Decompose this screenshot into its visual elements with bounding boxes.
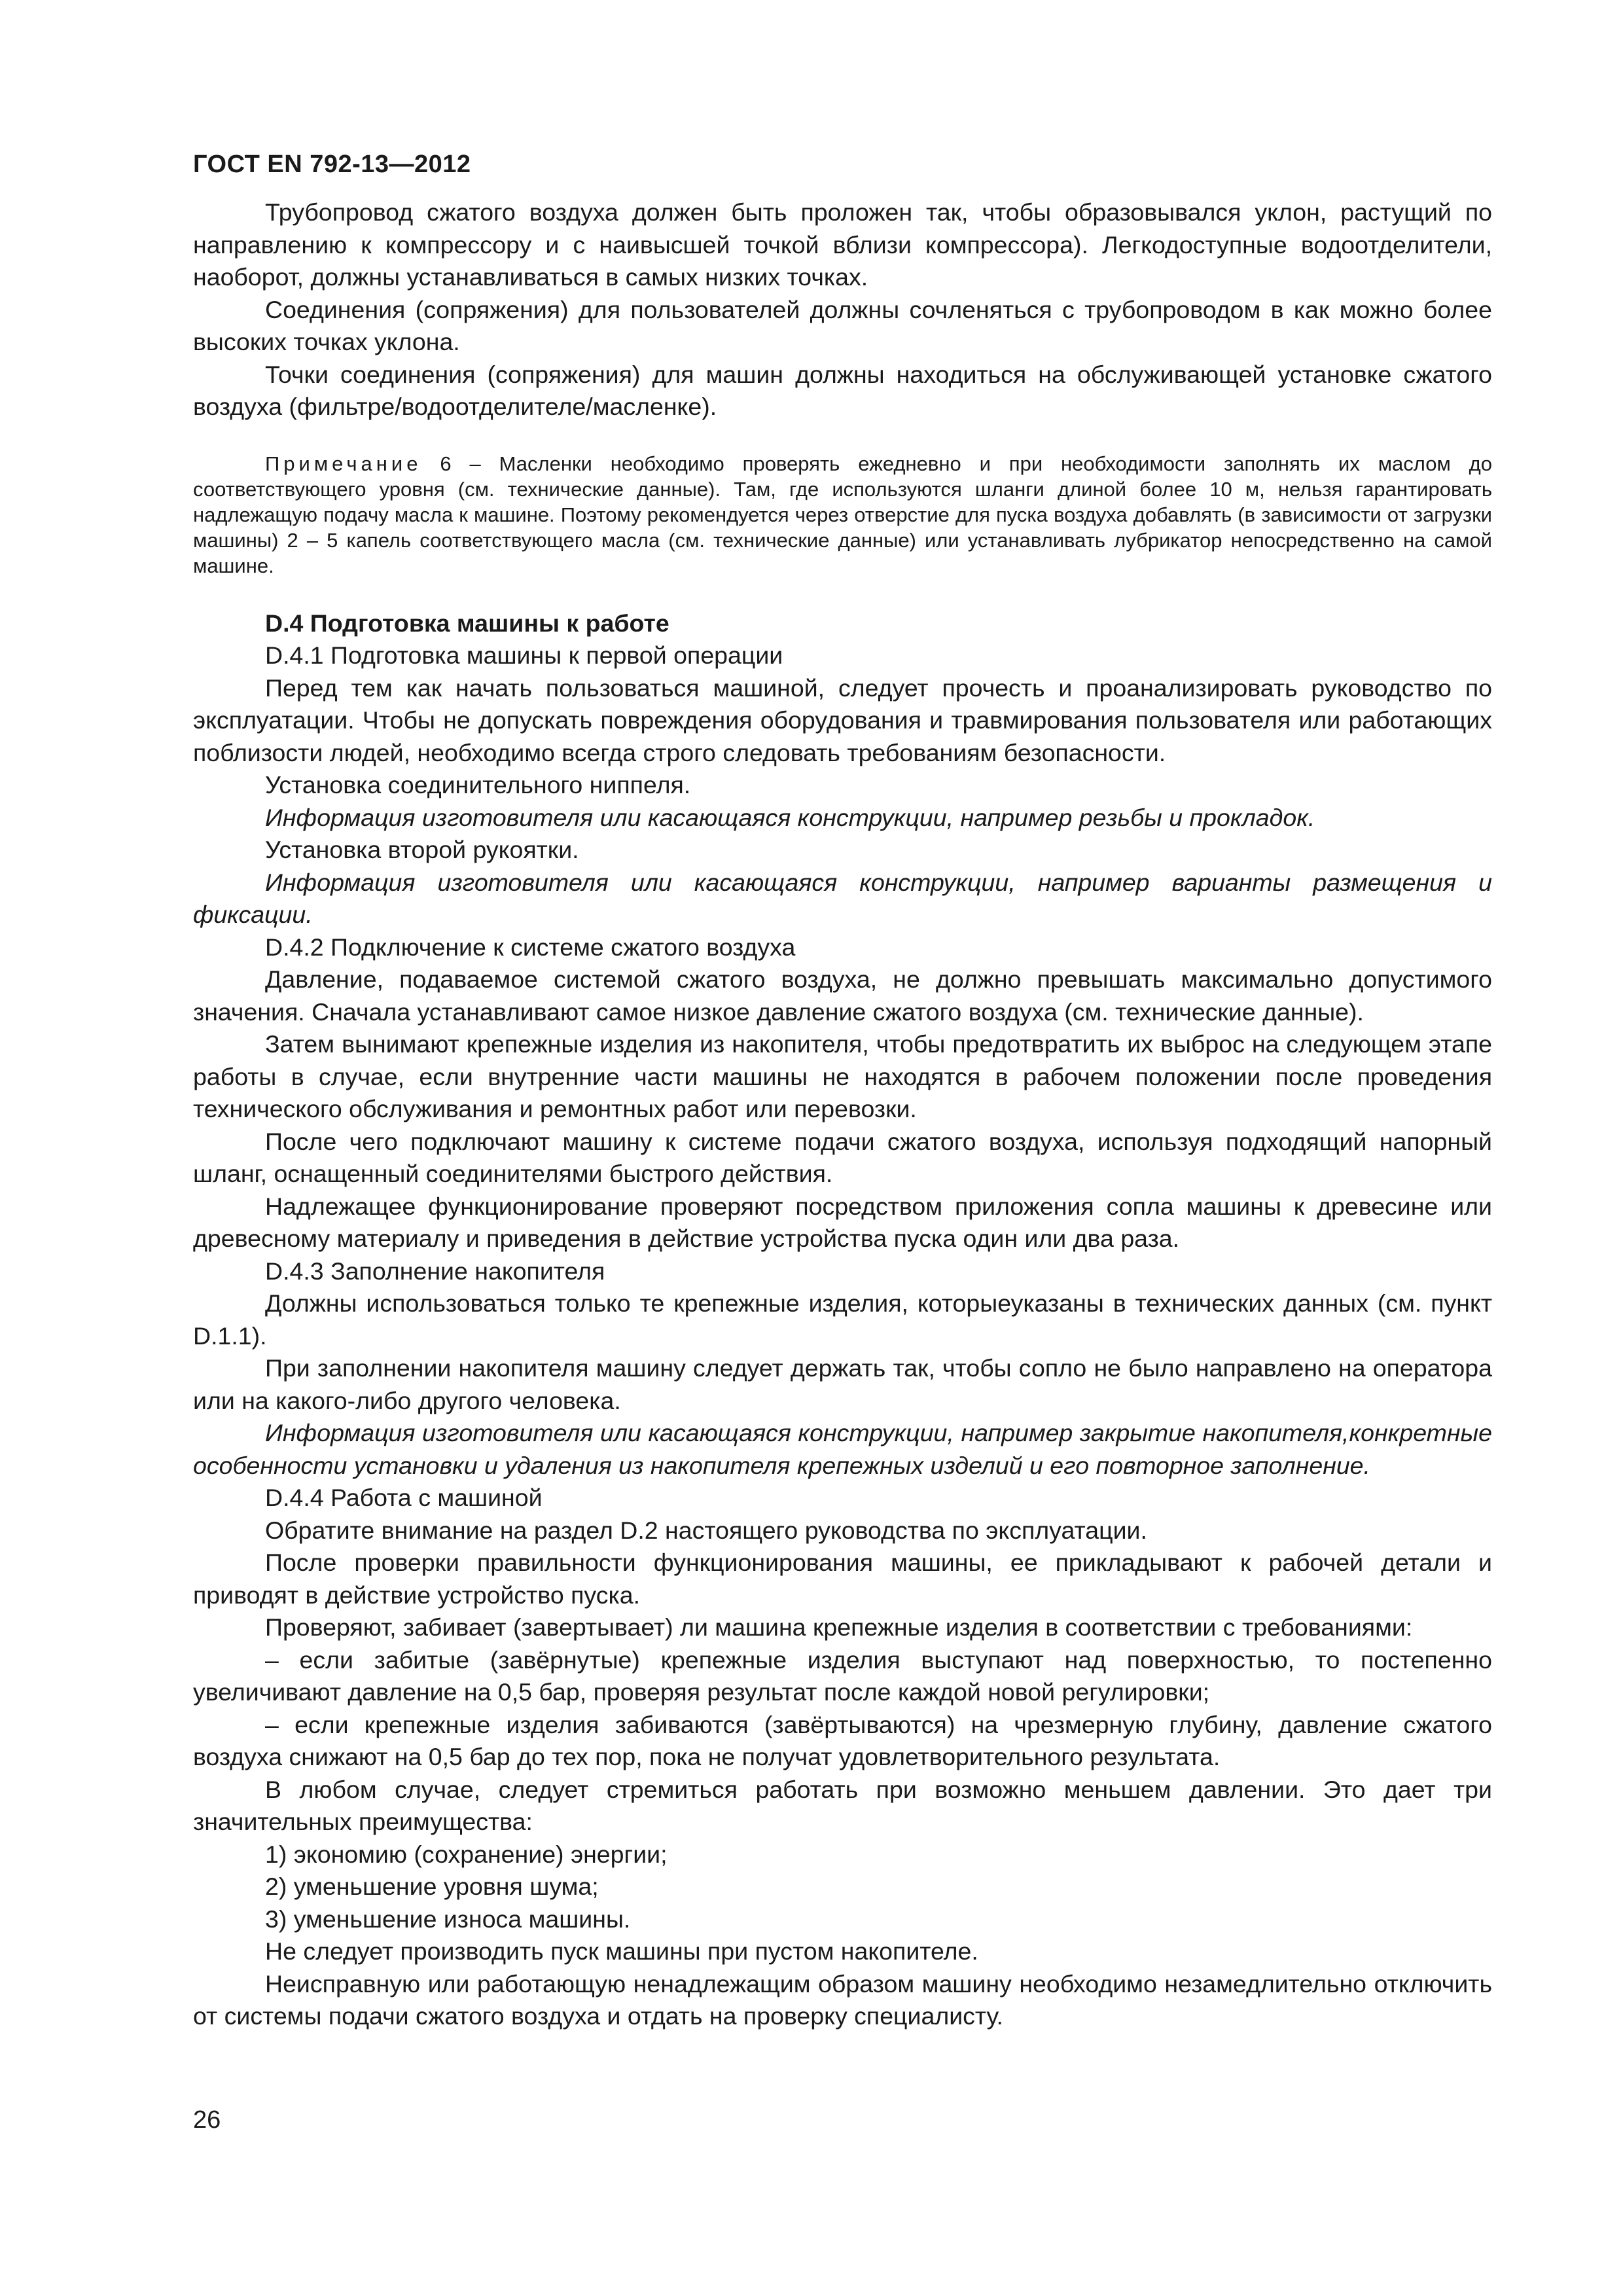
section-paragraph: Давление, подаваемое системой сжатого воздуха, не должно превышать максимально допустимого значения. Сначала устанавливают самое низкое давление сжатого воздуха (см. технические данные). bbox=[193, 965, 1492, 1026]
note-block bbox=[193, 451, 1492, 579]
section-paragraph: – если крепежные изделия забиваются (завёртываются) на чрезмерную глубину, давление сжатого воздуха снижают на 0,5 бар до тех пор, пока не получат удовлетворительного результата. bbox=[193, 1710, 1492, 1770]
section-paragraph: Установка второй рукоятки. bbox=[265, 836, 579, 863]
note-text: 6 – Масленки необходимо проверять ежедневно и при необходимости заполнять их маслом до соответствующего уровня (см. технические данные). Там, где используются шланги длиной более 10 м, нельзя гарантировать надлежащую подачу масла к машине. Поэтому рекомендуется через отверстие для пуска воздуха добавлять (в зависимости от загрузки машины) 2 – 5 капель соответствующего масла (см. технические данные) или устанавливать лубрикатор непосредственно на самой машине. bbox=[193, 452, 1492, 577]
section-paragraph: Затем вынимают крепежные изделия из накопителя, чтобы предотвратить их выброс на следующем этапе работы в случае, если внутренние части машины не находятся в рабочем положении после проведения технического обслуживания и ремонтных работ или перевозки. bbox=[193, 1030, 1492, 1122]
section-paragraph: Перед тем как начать пользоваться машиной, следует прочесть и проанализировать руководство по эксплуатации. Чтобы не допускать повреждения оборудования и травмирования пользователя или работающих поблизости людей, необходимо всегда строго следовать требованиям безопасности. bbox=[193, 673, 1492, 766]
section-paragraph: Неисправную или работающую ненадлежащим образом машину необходимо незамедлительно отключить от системы подачи сжатого воздуха и отдать на проверку специалисту. bbox=[193, 1969, 1492, 2030]
section-paragraph: 3) уменьшение износа машины. bbox=[265, 1905, 631, 1933]
section-paragraph: 2) уменьшение уровня шума; bbox=[265, 1873, 599, 1900]
section-paragraph: D.4.1 Подготовка машины к первой операции bbox=[265, 641, 783, 669]
section-paragraph: D.4.2 Подключение к системе сжатого воздуха bbox=[265, 933, 796, 961]
page-number: 26 bbox=[193, 2106, 221, 2134]
section-paragraph: 1) экономию (сохранение) энергии; bbox=[265, 1840, 668, 1868]
intro-paragraph-1: Трубопровод сжатого воздуха должен быть проложен так, чтобы образовывался уклон, растущий по направлению к компрессору и с наивысшей точкой вблизи компрессора). Легкодоступные водоотделители, наоборот, должны устанавливаться в самых низких точках. bbox=[193, 198, 1492, 291]
document-code-header: ГОСТ EN 792-13—2012 bbox=[193, 151, 471, 178]
intro-paragraph-3: Точки соединения (сопряжения) для машин должны находиться на обслуживающей установке сжатого воздуха (фильтре/водоотделителе/масленке). bbox=[193, 360, 1492, 420]
page-content bbox=[193, 196, 1492, 2033]
section-paragraph: После проверки правильности функционирования машины, ее прикладывают к рабочей детали и приводят в действие устройство пуска. bbox=[193, 1549, 1492, 1609]
section-paragraph: – если забитые (завёрнутые) крепежные изделия выступают над поверхностью, то постепенно увеличивают давление на 0,5 бар, проверяя результат после каждой новой регулировки; bbox=[193, 1645, 1492, 1706]
section-paragraph: Должны использоваться только те крепежные изделия, которыеуказаны в технических данных (см. пункт D.1.1). bbox=[193, 1289, 1492, 1350]
section-paragraph: Установка соединительного ниппеля. bbox=[265, 771, 691, 798]
section-paragraph: Надлежащее функционирование проверяют посредством приложения сопла машины к древесине или древесному материалу и приведения в действие устройства пуска один или два раза. bbox=[193, 1192, 1492, 1252]
section-paragraph: Информация изготовителя или касающаяся конструкции, например закрытие накопителя,конкретные особенности установки и удаления из накопителя крепежных изделий и его повторное заполнение. bbox=[193, 1419, 1492, 1479]
section-paragraph: В любом случае, следует стремиться работать при возможно меньшем давлении. Это дает три значительных преимущества: bbox=[193, 1775, 1492, 1835]
section-heading: D.4 Подготовка машины к работе bbox=[265, 609, 669, 637]
section-paragraph: D.4.4 Работа с машиной bbox=[265, 1484, 543, 1511]
section-paragraph: Обратите внимание на раздел D.2 настоящего руководства по эксплуатации. bbox=[265, 1516, 1147, 1544]
section-paragraph: Не следует производить пуск машины при пустом накопителе. bbox=[265, 1937, 978, 1965]
section-paragraph: Информация изготовителя или касающаяся конструкции, например резьбы и прокладок. bbox=[265, 803, 1315, 831]
section-paragraph: Проверяют, забивает (завертывает) ли машина крепежные изделия в соответствии с требованиями: bbox=[265, 1613, 1413, 1641]
section-body bbox=[193, 639, 1492, 2033]
note-label: Примечание bbox=[265, 452, 422, 475]
section-paragraph: D.4.3 Заполнение накопителя bbox=[265, 1257, 605, 1285]
section-paragraph: После чего подключают машину к системе подачи сжатого воздуха, используя подходящий напорный шланг, оснащенный соединителями быстрого действия. bbox=[193, 1127, 1492, 1187]
intro-paragraph-2: Соединения (сопряжения) для пользователей должны сочленяться с трубопроводом в как можно более высоких точках уклона. bbox=[193, 295, 1492, 355]
section-paragraph: При заполнении накопителя машину следует держать так, чтобы сопло не было направлено на оператора или на какого-либо другого человека. bbox=[193, 1354, 1492, 1414]
section-paragraph: Информация изготовителя или касающаяся конструкции, например варианты размещения и фиксации. bbox=[193, 868, 1492, 928]
